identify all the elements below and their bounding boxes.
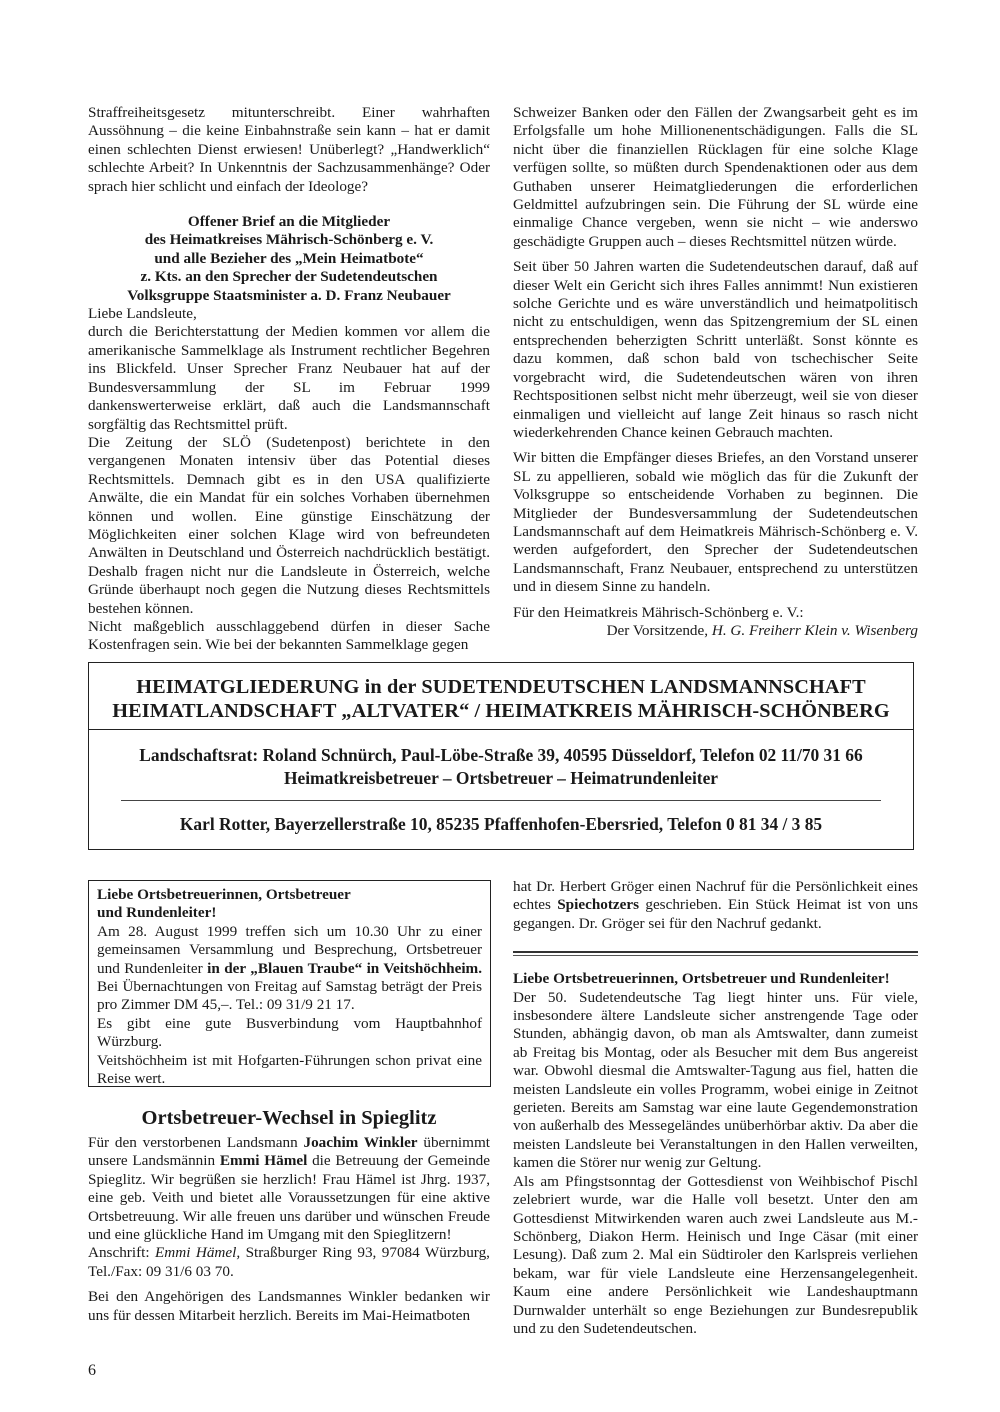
letter-paragraph: Wir bitten die Empfänger dieses Briefes, an den Vorstand unserer SL zu appellieren, sobald wie möglich das für die Zukunft der Volksgruppe so entscheidende Vorhaben zu beginnen. Die Mitglieder der Bundesversammlung der Sudetendeutschen Landsmannschaft auf dem Heimatkreis Mährisch-Schönberg e. V. werden aufgefordert, den Sprecher der Sudetendeutschen Landsmannschaft, Franz Neubauer, entsprechend zu unterstützen und in diesem Sinne zu handeln. [513, 449, 918, 596]
letter-paragraph: durch die Berichterstattung der Medien kommen vor allem die amerikanische Sammelklage als Instrument rechtlicher Begehren ins Blickfeld. Unser Sprecher Franz Neubauer hat auf der Bundesversammlung der SL im Februar 1999 dankenswerterweise erklärt, daß auch die Landsmannschaft sorgfältig das Rechtsmittel prüft. [88, 323, 490, 433]
person-name: Joachim Winkler [303, 1134, 418, 1151]
wechsel-section [88, 1106, 490, 1325]
open-letter-heading [88, 213, 490, 305]
address-name: Emmi Hämel, [155, 1244, 241, 1262]
heading-line: des Heimatkreises Mährisch-Schönberg e. V. [144, 231, 434, 249]
masthead-rat-line: Landschaftsrat: Roland Schnürch, Paul-Löbe-Straße 39, 40595 Düsseldorf, Telefon 02 11/70 31 66 [139, 745, 863, 765]
wechsel-paragraph [88, 1134, 490, 1244]
signature-line [513, 622, 918, 640]
person-name: Emmi Hämel [219, 1152, 308, 1170]
notice-text: Am 28. August 1999 treffen sich um 10.30 Uhr zu einer gemeinsamen Versammlung und Besprechung, Ortsbetreuer und Rundenleiter [97, 922, 482, 977]
masthead-contact-line: Karl Rotter, Bayerzellerstraße 10, 85235 Pfaffenhofen-Ebersried, Telefon 0 81 34 / 3 85 [179, 814, 823, 834]
notice-title: und Rundenleiter! [97, 904, 217, 922]
salutation: Liebe Landsleute, [88, 305, 197, 323]
wechsel-text: Für den verstorbenen Landsmann [88, 1134, 304, 1151]
notice-box [88, 880, 491, 1087]
article-column-right [513, 104, 918, 640]
letter-paragraph: Die Zeitung der SLÖ (Sudetenpost) berichtete in den vergangenen Monaten intensiv über das Potential dieses Rechtsmittels. Demnach gibt es in den USA qualifizierte Anwälte, die ein Mandat für ein solches Vorhaben übernehmen können und wollen. Eine günstige Einschätzung der Möglichkeiten einer solchen Klage wird von befreundeten Anwälten in Deutschland und Österreich nachdrücklich bestätigt. Deshalb fragen nicht nur die Landsleute in Österreich, welche Gründe überhaupt noch gegen die Nutzung dieses Rechtsmittels bestehen können. [88, 433, 490, 617]
heading-line: Offener Brief an die Mitglieder [187, 213, 391, 231]
report-paragraph: Der 50. Sudetendeutsche Tag liegt hinter uns. Für viele, insbesondere ältere Landsleute sicher anstrengende Tage oder Stunden, abhängig davon, ob man als Amtswalter, dann zumeist ab Freitag bis Montag, oder als Besucher mit dem Bus angereist war. Obwohl diesmal die Amtswalter-Tagung aus fiel, hatten die meisten Landsleute ein volles Programm, wobei einige in Zeitnot gerieten. Bereits am Samstag war eine laute Gegendemonstration von außerhalb des Messegeländes unüberhörbar aktiv. Da aber die meisten Landsleute bei Veranstaltungen in den Hallen verweilten, kamen die Störer nur wenig zur Geltung. [513, 988, 918, 1172]
signature-prefix: Der Vorsitzende, [606, 621, 712, 639]
notice-text: Bei Übernachtungen von Freitag auf Samstag beträgt der Preis pro Zimmer DM 45,–. Tel.: 09 31/9 21 17. [97, 978, 482, 1014]
wechsel-text: übernimmt unsere Landsmännin [88, 1134, 490, 1170]
article-column-left [88, 104, 490, 655]
signature-name: H. G. Freiherr Klein v. Wisenberg [711, 621, 918, 639]
letter-paragraph: Schweizer Banken oder den Fällen der Zwangsarbeit geht es im Erfolgsfalle um hohe Millionenentschädigungen. Falls die SL nicht über die finanziellen Rücklagen für eine solche Klage verfügen sollte, so müßten durch Spendenaktionen oder aus dem Guthaben unserer Heimatgliederungen die erforderlichen Geldmittel aufzubringen sein. Die Führung der SL würde eine einmalige Chance vergeben, wenn sie nicht – wie anderswo geschädigte Gruppen auch – dieses Rechtsmittel nützen würde. [513, 104, 918, 250]
continuation-paragraph [513, 878, 918, 933]
page-number: 6 [88, 1362, 96, 1379]
wechsel-paragraph: Bei den Angehörigen des Landsmannes Winkler bedanken wir uns für dessen Mitarbeit herzlich. Bereits im Mai-Heimatboten [88, 1288, 490, 1324]
section-rule-thin [513, 955, 918, 956]
report-paragraph: Als am Pfingstsonntag der Gottesdienst von Weihbischof Pischl zelebriert wurde, war die Halle voll besetzt. Unter den am Gottesdienst Mitwirkenden waren auch zwei Landsleute aus M.-Schönberg, Diakon Herm. Heinisch und Inge Cäsar (mit einer Lesung). Daß zum 2. Mal ein Südtiroler den Karlspreis verliehen bekam, war für viele Landsleute eine Herzensangelegenheit. Kaum eine andere Persönlichkeit wie Landeshauptmann Durnwalder unterhält so enge Beziehungen zur Bundesrepublik und zu den Sudetendeutschen. [513, 1172, 918, 1337]
heading-line: und alle Bezieher des „Mein Heimatbote“ [154, 249, 424, 267]
section-rule [513, 951, 918, 953]
address-line [88, 1244, 490, 1281]
masthead-box [88, 662, 914, 850]
notice-venue: in der „Blauen Traube“ in Veitshöchheim. [207, 959, 482, 977]
masthead-inner-rule [121, 800, 881, 801]
masthead-title-line2: HEIMATLANDSCHAFT „ALTVATER“ / HEIMATKREIS MÄHRISCH-SCHÖNBERG [112, 700, 890, 722]
address-text: Straßburger Ring 93, 97084 Würzburg, Tel./Fax: 09 31/6 03 70. [88, 1244, 490, 1280]
letter-closing: Für den Heimatkreis Mährisch-Schönberg e. V.: [513, 603, 804, 621]
notice-paragraph: Veitshöchheim ist mit Hofgarten-Führungen schon privat eine Reise wert. [97, 1051, 482, 1088]
letter-paragraph: Nicht maßgeblich ausschlaggebend dürfen in dieser Sache Kostenfragen sein. Wie bei der bekannten Sammelklage gegen [88, 617, 490, 654]
continuation-bold: Spiechotzers [557, 896, 640, 914]
notice-paragraph: Es gibt eine gute Busverbindung vom Hauptbahnhof Würzburg. [97, 1014, 482, 1051]
masthead-roles-line: Heimatkreisbetreuer – Ortsbetreuer – Heimatrundenleiter [283, 768, 719, 788]
continuation-text: geschrieben. Ein Stück Heimat ist von uns gegangen. Dr. Gröger sei für den Nachruf gedankt. [513, 896, 918, 932]
notice-paragraph [97, 923, 482, 1015]
wechsel-text: die Betreuung der Gemeinde Spieglitz. Wir begrüßen sie herzlich! Frau Hämel ist Jhrg. 1937, eine geb. Veith und bietet alle Voraussetzungen für eine aktive Ortsbetreuung. Wir alle freuen uns darüber und wünschen Freude und eine glückliche Hand im Umgang mit den Spieglitzern! [88, 1152, 491, 1244]
letter-paragraph: Seit über 50 Jahren warten die Sudetendeutschen darauf, daß auf dieser Welt ein Gericht sich ihres Falles annimmt! Nun existieren solche Gerichte und es wäre unverständlich und heimatpolitisch nicht zu entschuldigen, wenn das Spitzengremium der SL einen entsprechenden beherzigten Schritt unterläßt. Sonst könnte es dazu kommen, daß schon bald von tschechischer Seite vorgebracht wird, die Sudetendeutschen wären von ihren Rechtspositionen selbst nicht mehr überzeugt, weil sie von dieser einmaligen und vielleicht auf lange Zeit hinaus so rasch nicht wiederkehrenden Chance keinen Gebrauch machten. [513, 258, 918, 441]
address-label: Anschrift: [88, 1244, 156, 1262]
continuation-text: hat Dr. Herbert Gröger einen Nachruf für die Persönlichkeit eines echtes [513, 878, 918, 914]
heading-line: Volksgruppe Staatsminister a. D. Franz Neubauer [127, 286, 451, 304]
masthead-title-line1: HEIMATGLIEDERUNG in der SUDETENDEUTSCHEN LANDSMANNSCHAFT [136, 676, 866, 698]
report-title: Liebe Ortsbetreuerinnen, Ortsbetreuer und Rundenleiter! [513, 970, 890, 988]
notice-title: Liebe Ortsbetreuerinnen, Ortsbetreuer [97, 886, 351, 903]
masthead-divider [89, 729, 913, 730]
wechsel-title: Ortsbetreuer-Wechsel in Spieglitz [141, 1107, 437, 1129]
right-column-lower [513, 878, 918, 1338]
intro-paragraph: Straffreiheitsgesetz mitunterschreibt. Einer wahrhaften Aussöhnung – die keine Einbahnstraße sein kann – hat er damit einen schlechten Dienst erwiesen! Unüberlegt? „Handwerklich“ schlechte Arbeit? In Unkenntnis der Sachzusammenhänge? Oder sprach hier schlicht und einfach der Ideologe? [88, 104, 490, 195]
heading-line: z. Kts. an den Sprecher der Sudetendeutschen [140, 268, 438, 286]
